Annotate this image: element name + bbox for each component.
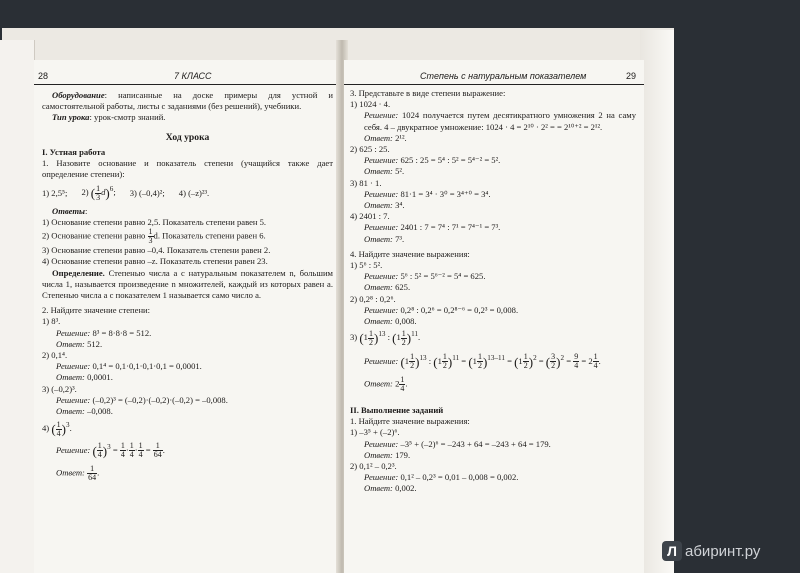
task3-item-1-solution: Решение: 1024 получается путем десятикратного умножения 2 на саму себя. 4 – двукратное умножение: 1024 · 4 = 2¹⁰ · 2² = = 2¹⁰⁺² = 2¹². bbox=[364, 110, 636, 132]
answer-3: 3) Основание степени равно –0,4. Показатель степени равен 2. bbox=[42, 245, 271, 256]
right-page-number: 29 bbox=[625, 71, 636, 81]
task4-item-3-solution: Решение: (1 $\frac{1}{2}$ )$^{13}$ : (1 $\frac{1}{2}$ )$^{11}$ = (1 $\frac{1}{2}$ )$^{13-11}$ = (1 $\frac{1}{2}$ )$^2$ = ( $\frac{3}{2}$ )$^2$ = $\frac{9}{4}$ = 2 $\frac{1}{4}$ . bbox=[364, 352, 601, 371]
section-oral-work: I. Устная работа bbox=[42, 146, 106, 157]
task5-item-2: 2) 0,1² – 0,2³. bbox=[350, 461, 397, 472]
right-page-edges bbox=[640, 30, 674, 573]
lesson-type-label: Тип урока bbox=[52, 112, 90, 123]
task4-item-3: 3) (1 $\frac{1}{2}$ )$^{13}$ : (1 $\frac{1}{2}$ )$^{11}$. bbox=[350, 328, 421, 347]
task5-item-1-answer: Ответ: 179. bbox=[364, 449, 411, 460]
task2-item-1-solution: Решение: 8³ = 8·8·8 = 512. bbox=[56, 327, 152, 338]
answer-4: 4) Основание степени равно –z. Показатель степени равен 23. bbox=[42, 256, 268, 267]
left-running-head: 7 КЛАСС bbox=[174, 71, 212, 81]
definition-text: Степенью числа a с натуральным показателем n, большим числа 1, называется произведение n множителей, каждый из которых равен a. Степенью числа a с показателем 1 называется само число a. bbox=[42, 267, 333, 301]
task3-item-3-answer: Ответ: 3⁴. bbox=[364, 200, 405, 211]
task3-item-4-solution: Решение: 2401 : 7 = 7⁴ : 7¹ = 7⁴⁻¹ = 7³. bbox=[364, 222, 501, 233]
lesson-heading: Ход урока bbox=[165, 131, 210, 143]
task1-text: 1. Назовите основание и показатель степени (учащийся также дает определение степени): bbox=[42, 158, 333, 180]
left-running-header bbox=[34, 70, 339, 85]
section-exercises: II. Выполнение заданий bbox=[350, 405, 444, 416]
right-running-header bbox=[344, 70, 644, 85]
task3-item-2: 2) 625 : 25. bbox=[350, 144, 390, 155]
left-page-edges bbox=[0, 40, 35, 573]
task5-text: 1. Найдите значение выражения: bbox=[350, 416, 470, 427]
task2-item-2: 2) 0,1⁴. bbox=[42, 350, 68, 361]
task1-item-4: 4) (–z)²³. bbox=[178, 187, 210, 198]
task2-item-3-solution: Решение: (–0,2)³ = (–0,2)·(–0,2)·(–0,2) = –0,008. bbox=[56, 394, 228, 405]
task3-item-3: 3) 81 · 1. bbox=[350, 177, 382, 188]
right-page-content bbox=[350, 88, 636, 495]
lesson-type-text: : урок-смотр знаний. bbox=[89, 112, 166, 123]
task3-item-2-solution: Решение: 625 : 25 = 5⁴ : 5² = 5⁴⁻² = 5². bbox=[364, 155, 501, 166]
left-page bbox=[34, 60, 339, 573]
answer-2: 2) Основание степени равно $\frac{1}{3}$ d. Показатель степени равен 6. bbox=[42, 227, 266, 246]
equipment-label: Оборудование bbox=[52, 90, 105, 100]
task2-item-1-answer: Ответ: 512. bbox=[56, 338, 103, 349]
task3-item-1-answer: Ответ: 2¹². bbox=[364, 132, 407, 143]
task4-item-1-solution: Решение: 5⁶ : 5² = 5⁶⁻² = 5⁴ = 625. bbox=[364, 271, 486, 282]
task1-items bbox=[42, 184, 333, 201]
task1-item-2: 2) ( $\frac{1}{3}$ d)$^6$; bbox=[81, 183, 116, 202]
definition-paragraph bbox=[42, 268, 333, 302]
task1-item-3: 3) (–0,4)²; bbox=[129, 187, 165, 198]
task2-item-2-solution: Решение: 0,1⁴ = 0,1·0,1·0,1·0,1 = 0,0001. bbox=[56, 361, 202, 372]
task3-item-3-solution: Решение: 81·1 = 3⁴ · 3⁰ = 3⁴⁺⁰ = 3⁴. bbox=[364, 188, 491, 199]
task3-text: 3. Представьте в виде степени выражение: bbox=[350, 88, 506, 98]
lesson-type-paragraph bbox=[42, 112, 333, 123]
task4-item-1-answer: Ответ: 625. bbox=[364, 282, 411, 293]
task2-item-4-solution: Решение: ( $\frac{1}{4}$ )$^3$ = $\frac{1}{4}$ · $\frac{1}{4}$ · $\frac{1}{4}$ = $\frac{1}{64}$ . bbox=[56, 441, 165, 460]
answers-label: Ответы: bbox=[52, 205, 88, 216]
labirint-logo-icon: Л bbox=[662, 541, 682, 561]
task1-item-1: 1) 2,5⁵; bbox=[42, 187, 68, 198]
answer-1: 1) Основание степени равно 2,5. Показатель степени равен 5. bbox=[42, 217, 267, 228]
task3-item-1: 1) 1024 · 4. bbox=[350, 99, 391, 110]
task2-item-4-answer: Ответ: $\frac{1}{64}$ . bbox=[56, 464, 100, 483]
task4-item-2-answer: Ответ: 0,008. bbox=[364, 316, 417, 327]
task5-item-2-solution: Решение: 0,1² – 0,2³ = 0,01 – 0,008 = 0,002. bbox=[364, 472, 519, 483]
task2-item-1: 1) 8³. bbox=[42, 316, 61, 327]
right-page bbox=[344, 60, 644, 573]
task2-item-3: 3) (–0,2)³. bbox=[42, 383, 77, 394]
labirint-watermark bbox=[662, 538, 792, 564]
task5-item-1: 1) –3⁵ + (–2)⁶. bbox=[350, 427, 400, 438]
task4-text: 4. Найдите значение выражения: bbox=[350, 248, 470, 259]
labirint-logo-text: абиринт.ру bbox=[685, 542, 761, 560]
task4-item-1: 1) 5⁶ : 5². bbox=[350, 260, 383, 271]
task2-text: 2. Найдите значение степени: bbox=[42, 305, 151, 316]
task2-item-2-answer: Ответ: 0,0001. bbox=[56, 372, 113, 383]
task4-item-2-solution: Решение: 0,2⁸ : 0,2⁶ = 0,2⁸⁻⁶ = 0,2³ = 0,008. bbox=[364, 304, 519, 315]
task5-item-1-solution: Решение: –3⁵ + (–2)⁶ = –243 + 64 = –243 + 64 = 179. bbox=[364, 438, 551, 449]
left-page-content bbox=[42, 90, 333, 482]
equipment-paragraph bbox=[42, 90, 333, 112]
task4-item-2: 2) 0,2⁸ : 0,2⁶. bbox=[350, 293, 396, 304]
equipment-text: : написанные на доске примеры для устной и самостоятельной работы, листы с заданиями (без решений), учебники. bbox=[42, 90, 333, 112]
right-running-head: Степень с натуральным показателем bbox=[420, 71, 587, 81]
definition-label: Определение. bbox=[52, 267, 105, 278]
task3-item-4-answer: Ответ: 7³. bbox=[364, 233, 405, 244]
task2-item-4: 4) ( $\frac{1}{4}$ )$^3$. bbox=[42, 419, 72, 438]
left-page-number: 28 bbox=[38, 71, 49, 81]
task2-item-3-answer: Ответ: –0,008. bbox=[56, 406, 113, 417]
task3-item-2-answer: Ответ: 5². bbox=[364, 166, 405, 177]
task5-item-2-answer: Ответ: 0,002. bbox=[364, 483, 417, 494]
task4-item-3-answer: Ответ: 2 $\frac{1}{4}$ . bbox=[364, 375, 408, 394]
task3-item-4: 4) 2401 : 7. bbox=[350, 211, 390, 222]
